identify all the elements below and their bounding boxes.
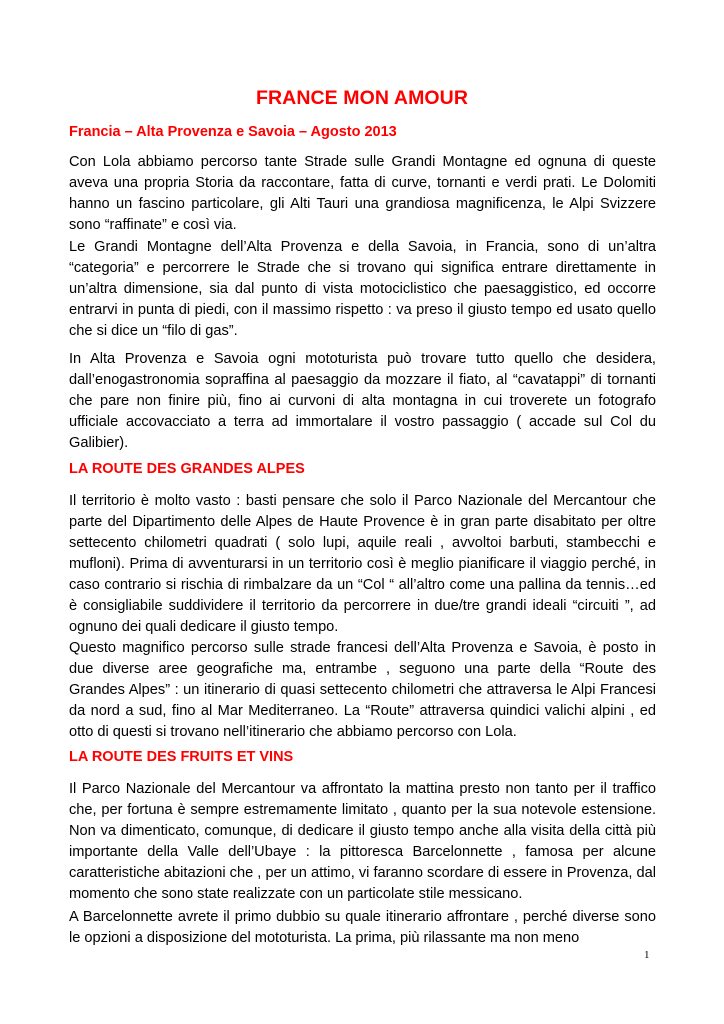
section1-paragraph-2: Questo magnifico percorso sulle strade francesi dell’Alta Provenza e Savoia, è posto in due diverse aree geografiche ma, entrambe , seguono una parte della “Route des Grandes Alpes” : un itinerario di quasi settecento chilometri che attraversa le Alpi Francesi da nord a sud, fino al Mar Mediterraneo. La “Route” attraversa quindici valichi alpini , ed otto di questi si trovano nell’itinerario che abbiamo percorso con Lola. <box>69 640 656 740</box>
section2-paragraph-1: Il Parco Nazionale del Mercantour va affrontato la mattina presto non tanto per il traffico che, per fortuna è sempre estremamente limitato , quanto per la sua notevole estensione. Non va dimenticato, comunque, di dedicare il giusto tempo anche alla visita della città più importante della Valle dell’Ubaye : la pittoresca Barcelonnette , famosa per alcune caratteristiche abitazioni che , per un attimo, vi faranno scordare di essere in Provenza, dal momento che sono state realizzate con un particolate stile messicano. <box>69 781 656 902</box>
intro-paragraph-3: In Alta Provenza e Savoia ogni mototurista può trovare tutto quello che desidera, dall’enogastronomia sopraffina al paesaggio da mozzare il fiato, al “cavatappi” di tornanti che pare non finire più, fino ai curvoni di alta montagna in cui troverete un fotografo ufficiale accovacciato a terra ad immortalare il vostro passaggio ( accade sul Col du Galibier). <box>69 351 656 451</box>
section-heading-grandes-alpes: LA ROUTE DES GRANDES ALPES <box>69 461 305 477</box>
intro-paragraph-1: Con Lola abbiamo percorso tante Strade sulle Grandi Montagne ed ognuna di queste aveva una propria Storia da raccontare, fatta di curve, tornanti e verdi prati. Le Dolomiti hanno un fascino particolare, gli Alti Tauri una grandiosa magnificenza, le Alpi Svizzere sono “raffinate” e così via. <box>69 154 656 233</box>
document-subtitle: Francia – Alta Provenza e Savoia – Agosto 2013 <box>69 124 397 140</box>
section-heading-fruits-et-vins: LA ROUTE DES FRUITS ET VINS <box>69 749 294 765</box>
page-number: 1 <box>644 949 650 961</box>
intro-paragraph-2: Le Grandi Montagne dell’Alta Provenza e della Savoia, in Francia, sono di un’altra “categoria” e percorrere le Strade che si trovano qui significa entrare direttamente in un’altra dimensione, sia dal punto di vista motociclistico che paesaggistico, ed occorre entrarvi in punta di piedi, con il massimo rispetto : va preso il giusto tempo ed usato quello che si dice un “filo di gas”. <box>69 239 656 339</box>
section2-paragraph-2: A Barcelonnette avrete il primo dubbio su quale itinerario affrontare , perché diverse sono le opzioni a disposizione del mototurista. La prima, più rilassante ma non meno <box>69 909 656 946</box>
document-title: FRANCE MON AMOUR <box>255 87 469 109</box>
section1-paragraph-1: Il territorio è molto vasto : basti pensare che solo il Parco Nazionale del Mercantour che parte del Dipartimento delle Alpes de Haute Provence è in gran parte disabitato per oltre settecento chilometri quadrati ( solo lupi, aquile reali , avvoltoi barbuti, stambecchi e mufloni). Prima di avventurarsi in un territorio così è meglio pianificare il viaggio perché, in caso contrario si rischia di rimbalzare da un “Col “ all’altro come una pallina da tennis…ed è consigliabile suddividere il territorio da percorrere in due/tre grandi ideali “circuiti ”, ad ognuno dei quali dedicare il giusto tempo. <box>69 493 656 635</box>
